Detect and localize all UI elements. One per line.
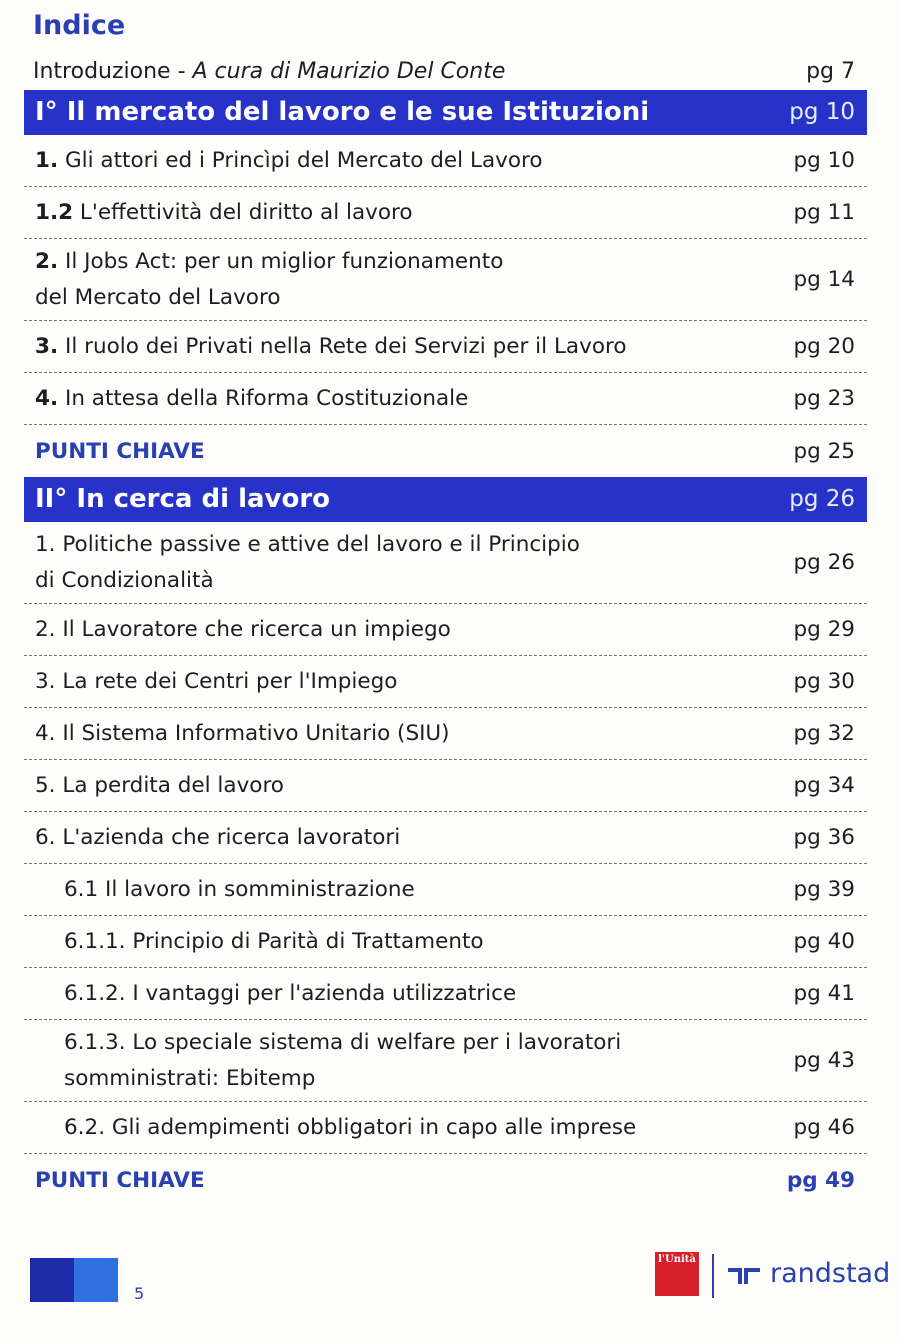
toc-entry-number: 1.2 [35, 200, 74, 225]
toc-entry-text: 6.1.3. Lo speciale sistema di welfare per i lavoratori [64, 1029, 622, 1055]
toc-entry-number: 1. [35, 148, 59, 173]
toc-entry-text: Il ruolo dei Privati nella Rete dei Servizi per il Lavoro [58, 334, 627, 359]
toc-entry-label [24, 611, 451, 648]
toc-entry-page: pg 29 [793, 617, 855, 642]
toc-entry[interactable] [24, 760, 867, 812]
toc-entry-text: 4. Il Sistema Informativo Unitario (SIU) [35, 721, 450, 746]
toc-entry-text: PUNTI CHIAVE [35, 438, 205, 464]
toc-entry-text: 5. La perdita del lavoro [35, 773, 284, 798]
toc-entry-label [24, 975, 516, 1012]
toc-entry-page: pg 34 [793, 773, 855, 798]
toc-entry-label [24, 94, 649, 131]
toc-entry-page: pg 36 [793, 825, 855, 850]
toc-entry-label [24, 380, 468, 417]
toc-entry[interactable] [24, 321, 867, 373]
toc-entry-number: 3. [35, 334, 59, 359]
randstad-logo-icon [726, 1262, 762, 1286]
toc-entry[interactable] [24, 864, 867, 916]
toc-entry-page: pg 26 [789, 486, 855, 512]
intro-label [33, 59, 505, 84]
randstad-logo: randstad [770, 1258, 891, 1289]
toc-entry-text: 3. La rete dei Centri per l'Impiego [35, 669, 398, 694]
table-of-contents [24, 90, 867, 1206]
toc-entry-text: PUNTI CHIAVE [35, 1167, 205, 1193]
toc-row-introduction[interactable] [33, 54, 855, 88]
toc-entry-text: I° Il mercato del lavoro e le sue Istituzioni [35, 97, 650, 127]
toc-section-header[interactable] [24, 90, 867, 135]
toc-entry-label [24, 481, 330, 518]
unita-logo-text: l'Unità [658, 1254, 696, 1265]
toc-entry-page: pg 14 [793, 266, 855, 292]
toc-entry-text: In attesa della Riforma Costituzionale [58, 386, 469, 411]
page-title: Indice [33, 10, 126, 41]
toc-section-header[interactable] [24, 477, 867, 522]
toc-entry-label [24, 433, 205, 470]
toc-entry[interactable] [24, 604, 867, 656]
toc-entry-label [24, 527, 580, 599]
toc-entry-label [24, 1162, 205, 1199]
toc-entry[interactable] [24, 812, 867, 864]
toc-entry-label [24, 767, 284, 804]
toc-entry-text: Il Jobs Act: per un miglior funzionamento [58, 248, 504, 274]
toc-entry-label [24, 663, 397, 700]
toc-entry-text: 6.1.1. Principio di Parità di Trattamento [64, 929, 484, 954]
toc-entry[interactable] [24, 135, 867, 187]
toc-entry-page: pg 32 [793, 721, 855, 746]
toc-entry-text: II° In cerca di lavoro [35, 484, 331, 514]
toc-entry-label [24, 715, 450, 752]
toc-entry-page: pg 40 [793, 929, 855, 954]
toc-entry-label [24, 142, 543, 179]
toc-entry-number: 2. [35, 248, 59, 274]
toc-entry-page: pg 10 [789, 99, 855, 125]
toc-entry-label [24, 1025, 621, 1097]
toc-entry-label [24, 1109, 636, 1146]
footer-square-light [74, 1258, 118, 1302]
toc-entry-text: 1. Politiche passive e attive del lavoro e il Principio [35, 531, 580, 557]
toc-entry-text-line2: del Mercato del Lavoro [35, 284, 281, 310]
toc-entry-text: 2. Il Lavoratore che ricerca un impiego [35, 617, 451, 642]
toc-entry-page: pg 30 [793, 669, 855, 694]
footer-square-dark [30, 1258, 74, 1302]
toc-entry-page: pg 26 [793, 549, 855, 575]
toc-entry-label [24, 923, 484, 960]
toc-entry[interactable] [24, 373, 867, 425]
toc-entry-text: 6.2. Gli adempimenti obbligatori in capo alle imprese [64, 1115, 637, 1140]
toc-entry[interactable] [24, 1102, 867, 1154]
toc-key-points[interactable] [24, 1154, 867, 1206]
toc-entry-text: Gli attori ed i Princìpi del Mercato del Lavoro [58, 148, 543, 173]
toc-entry[interactable] [24, 522, 867, 604]
toc-entry-label [24, 871, 415, 908]
toc-entry-page: pg 46 [793, 1115, 855, 1140]
toc-entry-label [24, 244, 503, 316]
toc-entry-text: 6.1.2. I vantaggi per l'azienda utilizzatrice [64, 981, 517, 1006]
toc-entry-text-line2: di Condizionalità [35, 567, 214, 593]
toc-entry[interactable] [24, 656, 867, 708]
toc-entry-text: L'effettività del diritto al lavoro [73, 200, 413, 225]
toc-entry[interactable] [24, 239, 867, 321]
toc-key-points[interactable] [24, 425, 867, 477]
toc-entry-page: pg 10 [793, 148, 855, 173]
toc-entry-label [24, 194, 413, 231]
toc-entry[interactable] [24, 187, 867, 239]
toc-entry-label [24, 328, 627, 365]
toc-entry-text-line2: somministrati: Ebitemp [64, 1065, 316, 1091]
intro-page: pg 7 [806, 58, 855, 84]
intro-label-author: A cura di Maurizio Del Conte [192, 58, 506, 84]
toc-entry[interactable] [24, 1020, 867, 1102]
toc-entry-page: pg 20 [793, 334, 855, 359]
toc-entry-page: pg 43 [793, 1047, 855, 1073]
toc-entry-number: 4. [35, 386, 59, 411]
toc-entry[interactable] [24, 708, 867, 760]
toc-entry-page: pg 41 [793, 981, 855, 1006]
toc-entry-page: pg 49 [786, 1167, 855, 1193]
page-number: 5 [134, 1284, 145, 1303]
toc-entry[interactable] [24, 968, 867, 1020]
logo-divider [712, 1254, 714, 1298]
toc-entry[interactable] [24, 916, 867, 968]
toc-entry-text: 6.1 Il lavoro in somministrazione [64, 877, 415, 902]
toc-entry-text: 6. L'azienda che ricerca lavoratori [35, 825, 401, 850]
toc-entry-page: pg 11 [793, 200, 855, 225]
toc-entry-page: pg 39 [793, 877, 855, 902]
toc-entry-page: pg 23 [793, 386, 855, 411]
intro-label-plain: Introduzione - [33, 58, 193, 84]
toc-entry-label [24, 819, 400, 856]
toc-entry-page: pg 25 [793, 438, 855, 464]
